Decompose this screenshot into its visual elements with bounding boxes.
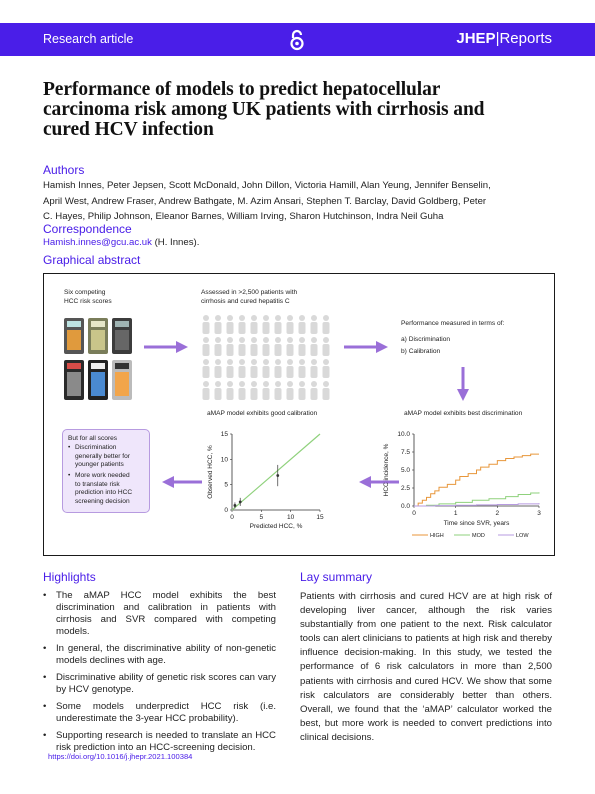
x-tick-label: 2 — [495, 510, 500, 517]
patient-cohort-illustration — [200, 314, 335, 402]
person-icon — [263, 359, 270, 378]
highlight-item: • The aMAP HCC model exhibits the best discrimination and calibration in patients with cirrhosis and SVR compared with competing models. — [43, 590, 276, 637]
legend-label: MOD — [472, 533, 485, 539]
assessed-label: Assessed in >2,500 patients with cirrhosis and cured hepatitis C — [201, 289, 298, 305]
y-tick-label: 0.0 — [400, 503, 410, 510]
calculator-icon — [112, 318, 132, 354]
person-icon — [263, 337, 270, 356]
y-tick-label: 10 — [220, 456, 228, 464]
lay-summary-section — [300, 570, 552, 745]
open-access-icon — [288, 29, 306, 51]
highlight-item: • Some models underpredict HCC risk (i.e. underestimate the 3-year HCC probability). — [43, 701, 276, 724]
graphical-abstract-heading: Graphical abstract — [43, 253, 141, 267]
series-line-low — [414, 503, 539, 506]
doi-link[interactable]: https://doi.org/10.1016/j.jhepr.2021.100384 — [48, 752, 193, 761]
x-tick-label: 1 — [453, 510, 458, 517]
highlight-item: • Supporting research is needed to translate an HCC risk prediction into an HCC-screening decision. — [43, 730, 276, 753]
person-icon — [323, 337, 330, 356]
x-axis-label: Time since SVR, years — [443, 520, 510, 527]
calibration-plot — [204, 424, 334, 544]
person-icon — [203, 337, 210, 356]
x-tick-label: 0 — [230, 514, 234, 521]
person-icon — [203, 359, 210, 378]
person-icon — [299, 381, 306, 400]
calculator-icon — [88, 318, 108, 354]
arrow-right-icon — [344, 339, 389, 355]
measured-title: Performance measured in terms of: — [401, 320, 505, 327]
series-line-high — [414, 454, 539, 506]
scores-box-item: • Discrimination generally better for younger patients — [68, 444, 130, 468]
person-icon — [215, 381, 222, 400]
correspondence-line: Hamish.innes@gcu.ac.uk (H. Innes). — [43, 237, 200, 248]
person-icon — [323, 381, 330, 400]
calculator-icon — [64, 360, 84, 400]
person-icon — [275, 359, 282, 378]
scores-box-title: But for all scores — [68, 435, 118, 442]
person-icon — [227, 381, 234, 400]
arrow-down-icon — [455, 367, 471, 403]
person-icon — [227, 337, 234, 356]
y-tick-label: 10.0 — [397, 431, 410, 438]
person-icon — [275, 315, 282, 334]
person-icon — [203, 381, 210, 400]
authors-heading: Authors — [43, 163, 85, 177]
article-type: Research article — [43, 32, 134, 46]
person-icon — [227, 315, 234, 334]
person-icon — [311, 381, 318, 400]
person-icon — [287, 315, 294, 334]
person-icon — [287, 381, 294, 400]
x-tick-label: 15 — [316, 514, 324, 521]
y-axis-label: HCC incidence, % — [383, 443, 390, 497]
person-icon — [203, 315, 210, 334]
calibration-reference-line — [232, 434, 320, 510]
discrimination-plot — [374, 424, 544, 549]
person-icon — [275, 381, 282, 400]
y-axis-label: Observed HCC, % — [207, 445, 214, 499]
person-icon — [311, 315, 318, 334]
graphical-abstract — [43, 273, 555, 556]
person-icon — [299, 337, 306, 356]
person-icon — [311, 359, 318, 378]
journal-logo[interactable]: JHEP|Reports — [456, 30, 552, 47]
calculator-icon — [112, 360, 132, 400]
highlight-item: • Discriminative ability of genetic risk scores can vary by HCV genotype. — [43, 672, 276, 695]
person-icon — [251, 381, 258, 400]
person-icon — [215, 337, 222, 356]
correspondence-heading: Correspondence — [43, 222, 132, 236]
lay-summary-text: Patients with cirrhosis and cured HCV are at high risk of developing liver cancer, although the risk varies substantially from one patient to the next. Risk calculator tools can alert clinicians to patients at high risk and thereby influence decision-making. In this study, we tested the performance of 6 risk calculators in more than 2,500 patients with cirrhosis and cured HCV. We show that some risk calculators are considerably better than others. Overall, we found that the ‘aMAP’ calculator worked the best, but more work is needed to convert predictions into clinical decisions. — [300, 591, 552, 743]
legend-label: HIGH — [430, 533, 444, 539]
scores-box-item: • More work needed to translate risk prediction into HCC screening decision — [68, 472, 133, 505]
legend-label: LOW — [516, 533, 529, 539]
x-tick-label: 3 — [537, 510, 541, 517]
person-icon — [263, 381, 270, 400]
person-icon — [239, 315, 246, 334]
person-icon — [263, 315, 270, 334]
person-icon — [287, 359, 294, 378]
x-tick-label: 5 — [259, 514, 264, 521]
highlights-section — [43, 570, 276, 759]
person-icon — [215, 359, 222, 378]
scores-note-box — [62, 429, 150, 513]
data-point — [234, 504, 237, 507]
calculator-icon — [88, 360, 108, 400]
person-icon — [239, 359, 246, 378]
calculator-icon — [64, 318, 84, 354]
six-models-label: Six competing HCC risk scores — [64, 289, 112, 305]
person-icon — [251, 359, 258, 378]
highlights-heading: Highlights — [43, 570, 96, 584]
person-icon — [251, 315, 258, 334]
author-list: Hamish Innes, Peter Jepsen, Scott McDonald, John Dillon, Victoria Hamill, Alan Yeung, Jennifer Benselin, April West, Andrew Fraser, Andrew Bathgate, M. Azim Ansari, Stephen T. Barclay, David Goldberg, Peter C. Hayes, Philip Johnson, Eleanor Barnes, William Irving, Sharon Hutchinson, Indra Neil Guha — [43, 180, 491, 222]
discrimination-title: aMAP model exhibits best discrimination — [404, 410, 523, 417]
person-icon — [251, 337, 258, 356]
lay-summary-heading: Lay summary — [300, 570, 373, 584]
x-axis-label: Predicted HCC, % — [249, 523, 303, 530]
y-tick-label: 15 — [220, 431, 228, 438]
journal-header-bar — [0, 23, 595, 56]
arrow-right-icon — [144, 339, 189, 355]
measured-item-calibration: b) Calibration — [401, 348, 441, 355]
y-tick-label: 7.5 — [400, 449, 410, 456]
person-icon — [215, 315, 222, 334]
data-point — [239, 500, 242, 503]
calibration-title: aMAP model exhibits good calibration — [207, 410, 318, 417]
person-icon — [239, 337, 246, 356]
highlight-item: • In general, the discriminative ability of non-genetic models declines with age. — [43, 643, 276, 666]
article-title: Performance of models to predict hepatocellular carcinoma risk among UK patients with cirrhosis and cured HCV infection — [43, 79, 485, 140]
person-icon — [299, 315, 306, 334]
data-point — [276, 474, 279, 477]
y-tick-label: 5 — [224, 481, 228, 489]
person-icon — [227, 359, 234, 378]
measured-item-discrimination: a) Discrimination — [401, 336, 451, 343]
person-icon — [323, 359, 330, 378]
risk-calculators-illustration — [62, 316, 137, 406]
y-tick-label: 2.5 — [400, 485, 410, 492]
person-icon — [287, 337, 294, 356]
person-icon — [275, 337, 282, 356]
email-link[interactable]: Hamish.innes@gcu.ac.uk — [43, 237, 152, 248]
x-tick-label: 0 — [412, 510, 416, 517]
y-tick-label: 5.0 — [400, 467, 410, 474]
arrow-left-icon — [162, 474, 202, 490]
y-tick-label: 0 — [224, 507, 228, 514]
person-icon — [311, 337, 318, 356]
x-tick-label: 10 — [287, 514, 295, 521]
person-icon — [239, 381, 246, 400]
person-icon — [323, 315, 330, 334]
person-icon — [299, 359, 306, 378]
